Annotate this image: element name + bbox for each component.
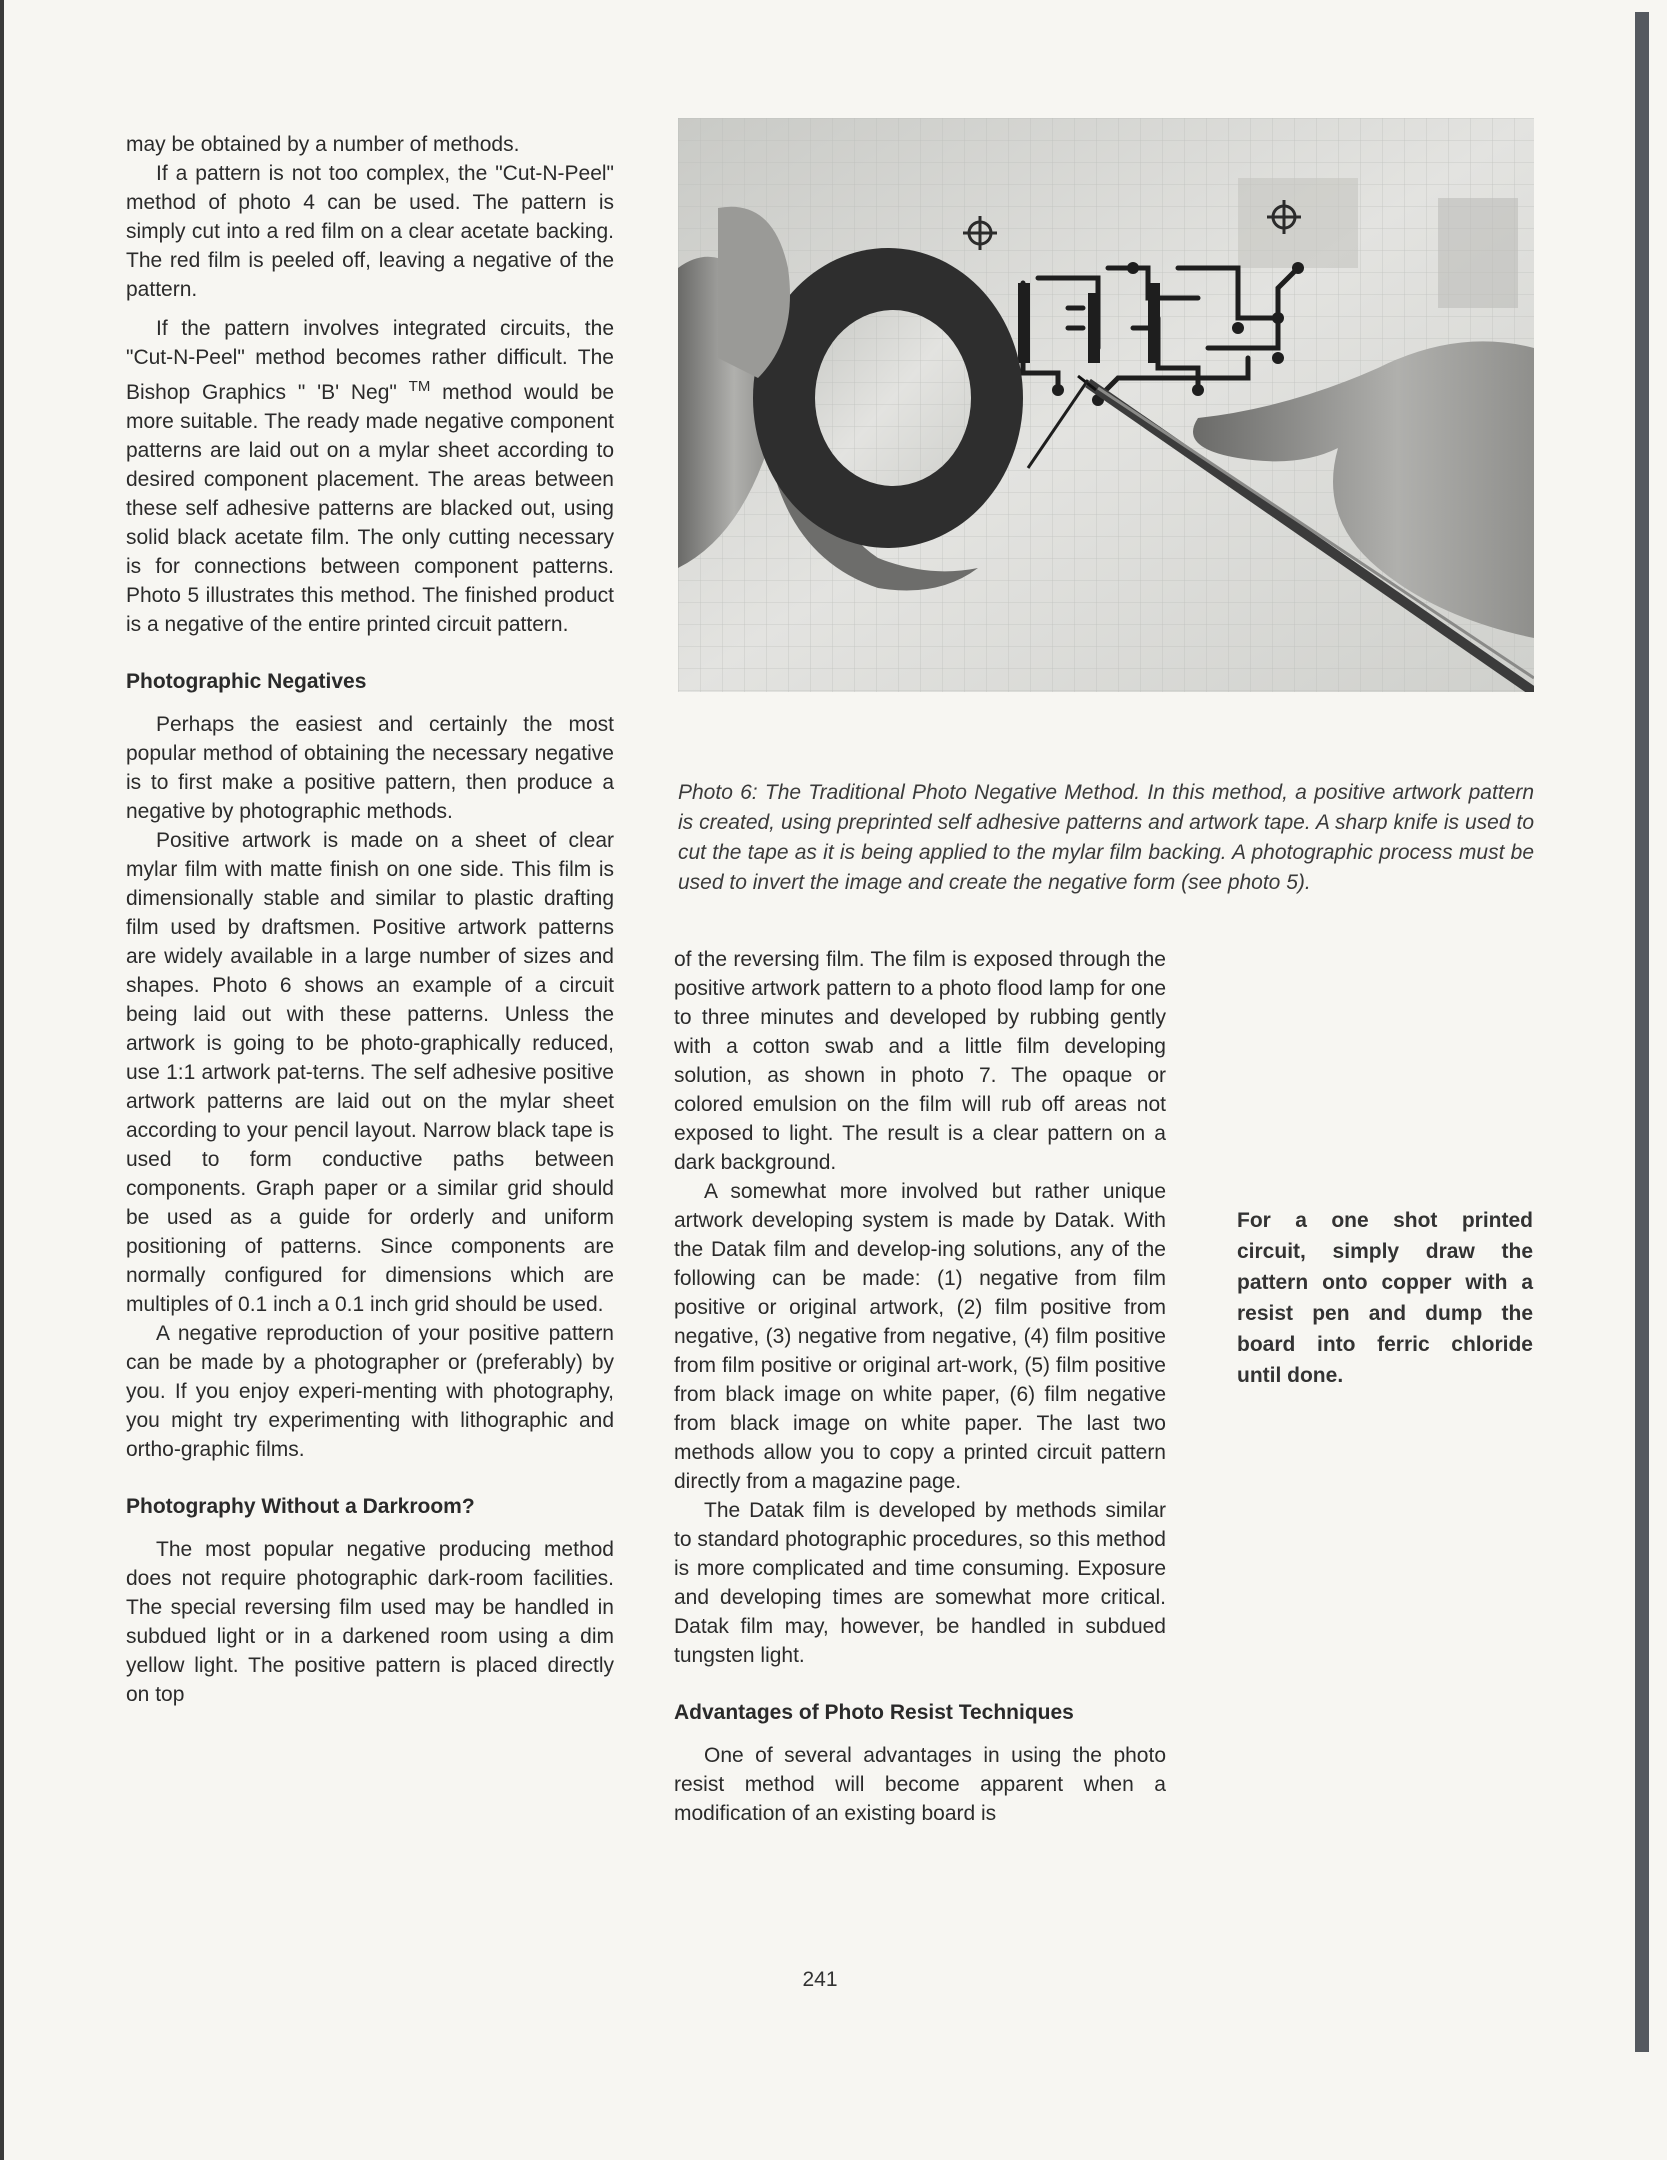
middle-column [674,945,1166,1828]
sidebar-text: For a one shot printed circuit, simply draw the pattern onto copper with a resist pen and dump the board into ferric chloride until done. [1237,1209,1533,1387]
section-heading: Advantages of Photo Resist Techniques [674,1701,1074,1724]
paragraph: The most popular negative producing method does not require photographic dark-room facilities. The special reversing film used may be handled in subdued light or in a darkened room using a dim yellow light. The positive pattern is placed directly on top [126,1538,614,1706]
page-number: 241 [802,1968,838,1991]
paragraph: Positive artwork is made on a sheet of clear mylar film with matte finish on one side. This film is dimensionally stable and similar to plastic drafting film used by draftsmen. Positive artwork patterns are widely available in a large number of sizes and shapes. Photo 6 shows an example of a circuit being laid out with these patterns. Unless the artwork is going to be photo-graphically reduced, use 1:1 artwork pat-terns. The self adhesive positive artwork patterns are laid out on the mylar sheet according to your pencil layout. Narrow black tape is used to form conductive paths between components. Graph paper or a similar grid should be used as a guide for orderly and uniform positioning of patterns. Since components are normally configured for dimensions which are multiples of 0.1 inch a 0.1 inch grid should be used. [126,829,614,1316]
circuit-layout-photo [678,118,1534,692]
left-column [126,130,614,1709]
paragraph [126,314,614,639]
text-run: method would be more suitable. The ready made negative component patterns are laid out on a mylar sheet according to desired component placement. The areas between these self adhesive patterns are blacked out, using solid black acetate film. The only cutting necessary is for connections between component patterns. Photo 5 illustrates this method. The finished product is a negative of the entire printed circuit pattern. [126,381,614,636]
section-heading: Photographic Negatives [126,670,367,693]
paragraph: of the reversing film. The film is exposed through the positive artwork pattern to a photo flood lamp for one to three minutes and developed by rubbing gently with a cotton swab and a little film developing solution, as shown in photo 7. The opaque or colored emulsion on the film will rub off areas not exposed to light. The result is a clear pattern on a dark background. [674,948,1166,1174]
paragraph: A somewhat more involved but rather unique artwork developing system is made by Datak. With the Datak film and develop-ing solutions, any of the following can be made: (1) negative from film positive or original artwork, (2) film positive from negative, (3) negative from negative, (4) film positive from film positive or original art-work, (5) film positive from black image on white paper, (6) film negative from black image on white paper. The last two methods allow you to copy a printed circuit pattern directly from a magazine page. [674,1180,1166,1493]
trademark-mark: TM [408,378,431,395]
photo-6 [678,118,1534,692]
paragraph: One of several advantages in using the photo resist method will become apparent when a modification of an existing board is [674,1744,1166,1825]
page-left-edge [0,0,4,2160]
section-heading: Photography Without a Darkroom? [126,1495,475,1518]
text-run: If the pattern involves integrated circuits, the "Cut-N-Peel" method becomes rather difficult. The Bishop Graphics " 'B' Neg" [126,317,614,404]
paragraph: If a pattern is not too complex, the "Cut-N-Peel" method of photo 4 can be used. The pattern is simply cut into a red film on a clear acetate backing. The red film is peeled off, leaving a negative of the pattern. [126,162,614,301]
sidebar-note [1237,1205,1533,1391]
paragraph: A negative reproduction of your positive pattern can be made by a photographer or (preferably) by you. If you enjoy experi-menting with photography, you might try experimenting with lithographic and ortho-graphic films. [126,1322,614,1461]
paragraph: Perhaps the easiest and certainly the most popular method of obtaining the necessary negative is to first make a positive pattern, then produce a negative by photographic methods. [126,713,614,823]
photo-caption: Photo 6: The Traditional Photo Negative Method. In this method, a positive artwork pattern is created, using preprinted self adhesive patterns and artwork tape. A sharp knife is used to cut the tape as it is being applied to the mylar film backing. A photographic process must be used to invert the image and create the negative form (see photo 5). [678,781,1534,894]
paragraph: The Datak film is developed by methods similar to standard photographic procedures, so this method is more complicated and time consuming. Exposure and developing times are somewhat more critical. Datak film may, however, be handled in subdued tungsten light. [674,1499,1166,1667]
paragraph: may be obtained by a number of methods. [126,133,520,156]
page-right-edge [1635,12,1649,2052]
